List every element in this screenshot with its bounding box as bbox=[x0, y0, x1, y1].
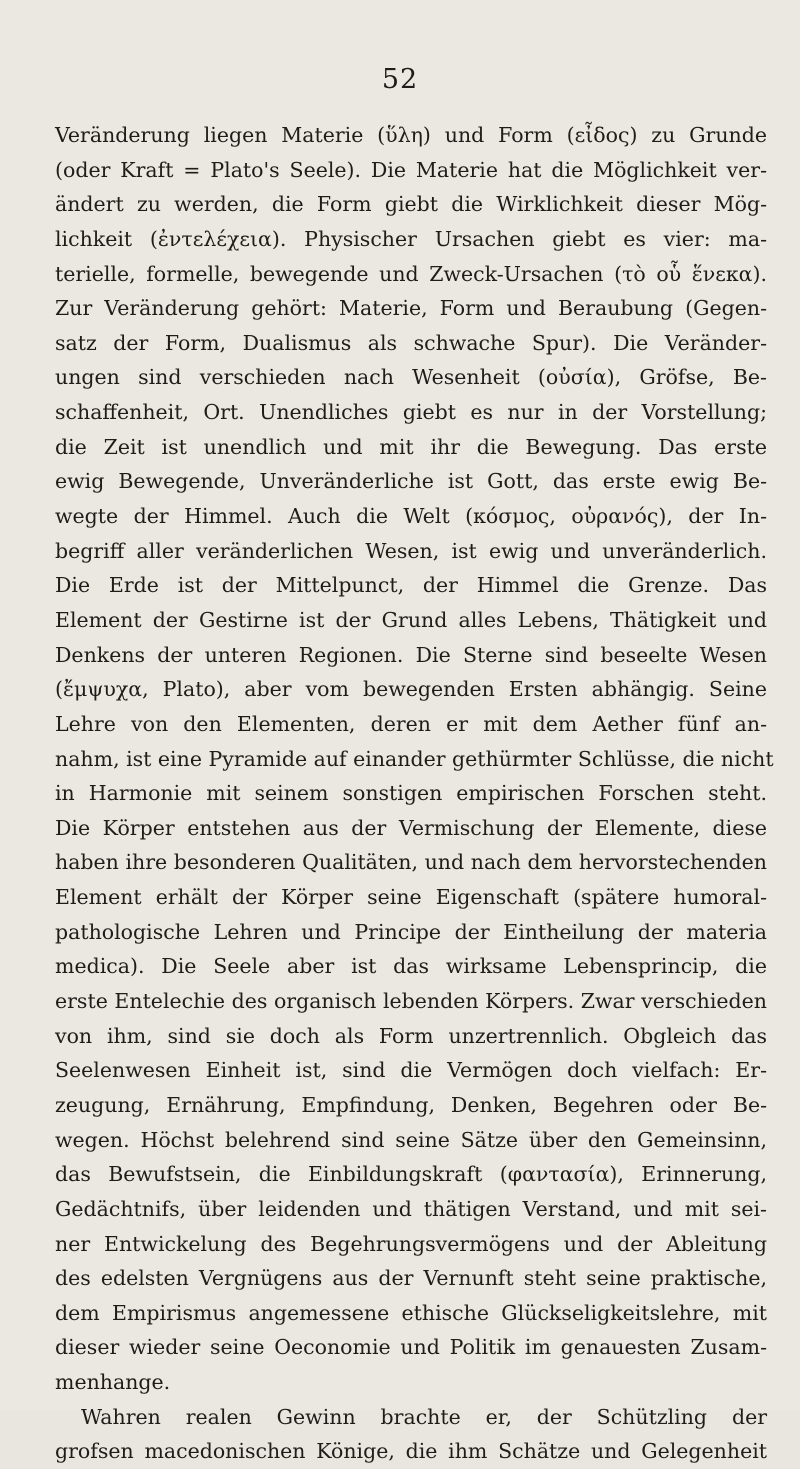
text-line: terielle, formelle, bewegende und Zweck-Ursachen (τὸ οὗ ἕνεκα). bbox=[55, 261, 767, 286]
text-line: dieser wieder seine Oeconomie und Politik im genauesten Zusam- bbox=[55, 1335, 767, 1360]
text-line: Die Körper entstehen aus der Vermischung der Elemente, diese bbox=[55, 815, 767, 840]
text-line: nahm, ist eine Pyramide auf einander gethürmter Schlüsse, die nicht bbox=[55, 746, 774, 771]
text-line: ewig Bewegende, Unveränderliche ist Gott, das erste ewig Be- bbox=[55, 469, 767, 494]
text-line: ner Entwickelung des Begehrungsvermögens und der Ableitung bbox=[55, 1231, 767, 1256]
text-line: Zur Veränderung gehört: Materie, Form und Beraubung (Gegen- bbox=[55, 296, 767, 321]
text-line: Veränderung liegen Materie (ὕλη) und Form (εἶδος) zu Grunde bbox=[55, 123, 767, 147]
text-line: in Harmonie mit seinem sonstigen empirischen Forschen steht. bbox=[55, 781, 767, 806]
text-line: Seelenwesen Einheit ist, sind die Vermögen doch vielfach: Er- bbox=[55, 1058, 767, 1083]
text-line: Element erhält der Körper seine Eigenschaft (spätere humoral- bbox=[55, 885, 767, 910]
text-line: wegen. Höchst belehrend sind seine Sätze über den Gemeinsinn, bbox=[55, 1127, 767, 1152]
text-line: das Bewufstsein, die Einbildungskraft (φαντασία), Erinnerung, bbox=[55, 1162, 767, 1187]
text-line: (ἔμψυχα, Plato), aber vom bewegenden Ersten abhängig. Seine bbox=[55, 677, 767, 702]
text-line: haben ihre besonderen Qualitäten, und nach dem hervorstechenden bbox=[55, 850, 767, 875]
text-line: begriff aller veränderlichen Wesen, ist ewig und unveränderlich. bbox=[55, 538, 767, 563]
page-number: 52 bbox=[381, 64, 419, 95]
text-line: ungen sind verschieden nach Wesenheit (οὐσία), Gröfse, Be- bbox=[55, 365, 767, 390]
text-line: grofsen macedonischen Könige, die ihm Schätze und Gelegenheit bbox=[55, 1439, 767, 1464]
text-line: von ihm, sind sie doch als Form unzertrennlich. Obgleich das bbox=[55, 1023, 767, 1048]
text-line: lichkeit (ἐντελέχεια). Physischer Ursachen giebt es vier: ma- bbox=[55, 226, 767, 251]
text-line: zeugung, Ernährung, Empfindung, Denken, Begehren oder Be- bbox=[55, 1092, 767, 1117]
text-line: ändert zu werden, die Form giebt die Wirklichkeit dieser Mög- bbox=[55, 192, 767, 217]
text-line: des edelsten Vergnügens aus der Vernunft steht seine praktische, bbox=[55, 1266, 767, 1291]
body-text bbox=[55, 118, 774, 1469]
text-line: erste Entelechie des organisch lebenden Körpers. Zwar verschieden bbox=[55, 989, 767, 1014]
text-line: die Zeit ist unendlich und mit ihr die Bewegung. Das erste bbox=[55, 434, 767, 459]
text-line: menhange. bbox=[55, 1370, 171, 1395]
text-line: wegte der Himmel. Auch die Welt (κόσμος, οὐρανός), der In- bbox=[55, 504, 767, 529]
text-line: satz der Form, Dualismus als schwache Spur). Die Veränder- bbox=[55, 330, 767, 355]
text-line: Gedächtnifs, über leidenden und thätigen Verstand, und mit sei- bbox=[55, 1196, 767, 1221]
text-line: Die Erde ist der Mittelpunct, der Himmel die Grenze. Das bbox=[55, 573, 767, 598]
text-line: pathologische Lehren und Principe der Eintheilung der materia bbox=[55, 919, 767, 944]
text-line: dem Empirismus angemessene ethische Glückseligkeitslehre, mit bbox=[55, 1300, 767, 1325]
text-line: Lehre von den Elementen, deren er mit dem Aether fünf an- bbox=[55, 711, 767, 736]
text-line: Wahren realen Gewinn brachte er, der Schützling der bbox=[81, 1404, 767, 1429]
text-line: (oder Kraft = Plato's Seele). Die Materie hat die Möglichkeit ver- bbox=[55, 157, 767, 182]
text-line: medica). Die Seele aber ist das wirksame Lebensprincip, die bbox=[55, 954, 767, 979]
text-line: Element der Gestirne ist der Grund alles Lebens, Thätigkeit und bbox=[55, 607, 767, 632]
text-line: schaffenheit, Ort. Unendliches giebt es nur in der Vorstellung; bbox=[55, 400, 767, 425]
text-line: Denkens der unteren Regionen. Die Sterne sind beseelte Wesen bbox=[55, 642, 767, 667]
